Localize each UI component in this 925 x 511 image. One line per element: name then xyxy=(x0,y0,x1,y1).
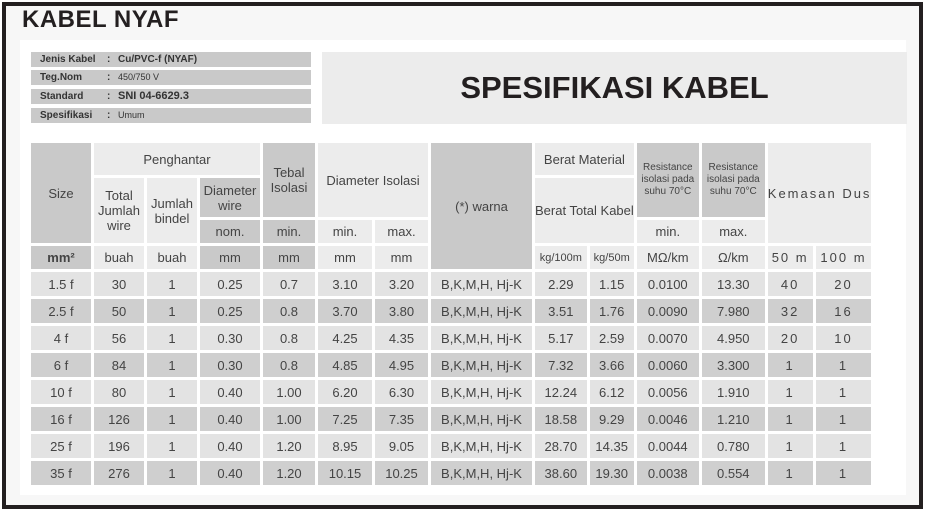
table-cell: B,K,M,H, Hj-K xyxy=(431,353,532,377)
header-res-max: max. xyxy=(702,220,765,243)
table-cell: 4.25 xyxy=(318,326,372,350)
info-colon: : xyxy=(107,91,111,102)
table-cell: 3.51 xyxy=(535,299,587,323)
unit-cell: kg/100m xyxy=(535,246,587,269)
unit-cell: mm xyxy=(375,246,428,269)
table-row xyxy=(31,299,871,323)
table-cell: 0.0060 xyxy=(637,353,699,377)
table-cell: 19.30 xyxy=(590,461,634,485)
table-cell: 3.80 xyxy=(375,299,428,323)
table-row xyxy=(31,407,871,431)
table-cell: B,K,M,H, Hj-K xyxy=(431,407,532,431)
table-cell: 1.5 f xyxy=(31,272,91,296)
table-cell: 1 xyxy=(768,407,813,431)
table-cell: 1 xyxy=(816,434,872,458)
table-cell: B,K,M,H, Hj-K xyxy=(431,380,532,404)
table-cell: 4.35 xyxy=(375,326,428,350)
table-cell: 276 xyxy=(94,461,144,485)
table-cell: 16 xyxy=(816,299,872,323)
table-row xyxy=(31,380,871,404)
header-tebal-min: min. xyxy=(263,220,315,243)
table-cell: 3.300 xyxy=(702,353,765,377)
table-cell: 0.0044 xyxy=(637,434,699,458)
info-row xyxy=(31,108,311,123)
table-cell: 38.60 xyxy=(535,461,587,485)
table-cell: 25 f xyxy=(31,434,91,458)
info-row xyxy=(31,70,311,85)
table-cell: 0.8 xyxy=(263,299,315,323)
table-cell: 8.95 xyxy=(318,434,372,458)
table-cell: 0.0046 xyxy=(637,407,699,431)
unit-cell: buah xyxy=(94,246,144,269)
table-cell: 80 xyxy=(94,380,144,404)
table-cell: 1 xyxy=(147,461,197,485)
table-cell: 1.20 xyxy=(263,461,315,485)
header-penghantar: Penghantar xyxy=(94,143,260,175)
table-cell: 1.00 xyxy=(263,407,315,431)
table-cell: 5.17 xyxy=(535,326,587,350)
table-cell: 3.20 xyxy=(375,272,428,296)
table-cell: 0.0038 xyxy=(637,461,699,485)
table-cell: 84 xyxy=(94,353,144,377)
table-cell: 1.00 xyxy=(263,380,315,404)
table-cell: B,K,M,H, Hj-K xyxy=(431,434,532,458)
spec-title: SPESIFIKASI KABEL xyxy=(322,52,907,124)
table-cell: 0.8 xyxy=(263,353,315,377)
table-cell: 1.20 xyxy=(263,434,315,458)
header-resistance-max: Resistance isolasi pada suhu 70°C xyxy=(702,143,765,217)
info-key: Teg.Nom xyxy=(40,72,83,83)
table-cell: 0.40 xyxy=(200,461,260,485)
table-cell: 0.780 xyxy=(702,434,765,458)
unit-cell: kg/50m xyxy=(590,246,634,269)
table-cell: 0.8 xyxy=(263,326,315,350)
table-cell: 1 xyxy=(147,272,197,296)
table-cell: 0.30 xyxy=(200,353,260,377)
table-cell: 40 xyxy=(768,272,813,296)
table-cell: B,K,M,H, Hj-K xyxy=(431,461,532,485)
table-cell: 1 xyxy=(768,434,813,458)
table-cell: 6 f xyxy=(31,353,91,377)
header-nom: nom. xyxy=(200,220,260,243)
info-value: 450/750 V xyxy=(118,72,160,82)
table-cell: 16 f xyxy=(31,407,91,431)
table-cell: 35 f xyxy=(31,461,91,485)
header-diameter-isolasi: Diameter Isolasi xyxy=(318,143,428,217)
unit-cell: buah xyxy=(147,246,197,269)
table-cell: 126 xyxy=(94,407,144,431)
table-row xyxy=(31,326,871,350)
table-cell: 1 xyxy=(768,380,813,404)
header-diam-max: max. xyxy=(375,220,428,243)
table-cell: 9.29 xyxy=(590,407,634,431)
table-cell: 0.7 xyxy=(263,272,315,296)
table-cell: 20 xyxy=(768,326,813,350)
table-cell: 56 xyxy=(94,326,144,350)
table-cell: 1 xyxy=(768,461,813,485)
info-colon: : xyxy=(107,110,111,121)
table-cell: 0.40 xyxy=(200,380,260,404)
table-cell: 1 xyxy=(147,380,197,404)
table-cell: 7.35 xyxy=(375,407,428,431)
table-cell: 0.25 xyxy=(200,299,260,323)
table-cell: 32 xyxy=(768,299,813,323)
info-row xyxy=(31,52,311,67)
header-berat-total: Berat Total Kabel xyxy=(535,178,634,243)
table-cell: 0.0090 xyxy=(637,299,699,323)
header-warna: (*) warna xyxy=(431,143,532,269)
table-cell: 6.12 xyxy=(590,380,634,404)
table-cell: 1 xyxy=(147,299,197,323)
table-cell: B,K,M,H, Hj-K xyxy=(431,326,532,350)
spec-table xyxy=(28,140,874,488)
info-key: Spesifikasi xyxy=(40,110,93,121)
table-cell: 13.30 xyxy=(702,272,765,296)
info-row xyxy=(31,89,311,104)
unit-cell: mm xyxy=(200,246,260,269)
table-cell: 1 xyxy=(147,326,197,350)
info-value: SNI 04-6629.3 xyxy=(118,90,189,102)
info-colon: : xyxy=(107,54,111,65)
table-cell: 4.950 xyxy=(702,326,765,350)
table-cell: 1.210 xyxy=(702,407,765,431)
unit-cell: mm² xyxy=(31,246,91,269)
table-cell: B,K,M,H, Hj-K xyxy=(431,299,532,323)
table-cell: 10.15 xyxy=(318,461,372,485)
table-cell: 14.35 xyxy=(590,434,634,458)
table-cell: 28.70 xyxy=(535,434,587,458)
table-cell: B,K,M,H, Hj-K xyxy=(431,272,532,296)
table-cell: 7.32 xyxy=(535,353,587,377)
table-cell: 0.554 xyxy=(702,461,765,485)
table-cell: 3.70 xyxy=(318,299,372,323)
info-value: Umum xyxy=(118,110,145,120)
info-colon: : xyxy=(107,72,111,83)
table-cell: 1 xyxy=(816,353,872,377)
table-cell: 4.95 xyxy=(375,353,428,377)
table-cell: 10 f xyxy=(31,380,91,404)
table-cell: 2.59 xyxy=(590,326,634,350)
info-value: Cu/PVC-f (NYAF) xyxy=(118,54,198,65)
header-jumlah-bindel: Jumlah bindel xyxy=(147,178,197,243)
header-total-jumlah-wire: Total Jumlah wire xyxy=(94,178,144,243)
header-diameter-wire: Diameter wire xyxy=(200,178,260,217)
unit-cell: Ω/km xyxy=(702,246,765,269)
table-cell: 0.25 xyxy=(200,272,260,296)
info-key: Jenis Kabel xyxy=(40,54,96,65)
table-cell: 30 xyxy=(94,272,144,296)
table-cell: 0.30 xyxy=(200,326,260,350)
table-cell: 7.25 xyxy=(318,407,372,431)
table-cell: 0.40 xyxy=(200,407,260,431)
table-cell: 1.15 xyxy=(590,272,634,296)
table-cell: 9.05 xyxy=(375,434,428,458)
table-cell: 1 xyxy=(147,407,197,431)
table-cell: 1 xyxy=(816,380,872,404)
unit-cell: mm xyxy=(318,246,372,269)
table-cell: 1 xyxy=(768,353,813,377)
table-cell: 4 f xyxy=(31,326,91,350)
header-diam-min: min. xyxy=(318,220,372,243)
table-cell: 1 xyxy=(816,461,872,485)
table-cell: 196 xyxy=(94,434,144,458)
table-cell: 3.66 xyxy=(590,353,634,377)
table-cell: 1.76 xyxy=(590,299,634,323)
table-row xyxy=(31,272,871,296)
table-cell: 6.20 xyxy=(318,380,372,404)
unit-cell: 50 m xyxy=(768,246,813,269)
table-cell: 10.25 xyxy=(375,461,428,485)
table-cell: 0.40 xyxy=(200,434,260,458)
product-title: KABEL NYAF xyxy=(22,6,180,33)
table-cell: 2.29 xyxy=(535,272,587,296)
table-cell: 10 xyxy=(816,326,872,350)
unit-cell: MΩ/km xyxy=(637,246,699,269)
header-berat-material: Berat Material xyxy=(535,143,634,175)
table-cell: 0.0056 xyxy=(637,380,699,404)
table-cell: 3.10 xyxy=(318,272,372,296)
info-key: Standard xyxy=(40,91,84,102)
table-cell: 12.24 xyxy=(535,380,587,404)
header-res-min: min. xyxy=(637,220,699,243)
table-cell: 0.0070 xyxy=(637,326,699,350)
table-cell: 20 xyxy=(816,272,872,296)
table-cell: 4.85 xyxy=(318,353,372,377)
table-cell: 1.910 xyxy=(702,380,765,404)
table-cell: 1 xyxy=(147,353,197,377)
table-row xyxy=(31,434,871,458)
header-resistance-min: Resistance isolasi pada suhu 70°C xyxy=(637,143,699,217)
table-row xyxy=(31,353,871,377)
table-cell: 1 xyxy=(816,407,872,431)
table-row xyxy=(31,461,871,485)
unit-cell: 100 m xyxy=(816,246,872,269)
table-cell: 7.980 xyxy=(702,299,765,323)
table-cell: 0.0100 xyxy=(637,272,699,296)
header-size: Size xyxy=(31,143,91,243)
table-cell: 50 xyxy=(94,299,144,323)
header-tebal-isolasi: Tebal Isolasi xyxy=(263,143,315,217)
table-cell: 6.30 xyxy=(375,380,428,404)
table-cell: 18.58 xyxy=(535,407,587,431)
header-kemasan: Kemasan Dus xyxy=(768,143,872,243)
unit-cell: mm xyxy=(263,246,315,269)
table-cell: 2.5 f xyxy=(31,299,91,323)
table-cell: 1 xyxy=(147,434,197,458)
